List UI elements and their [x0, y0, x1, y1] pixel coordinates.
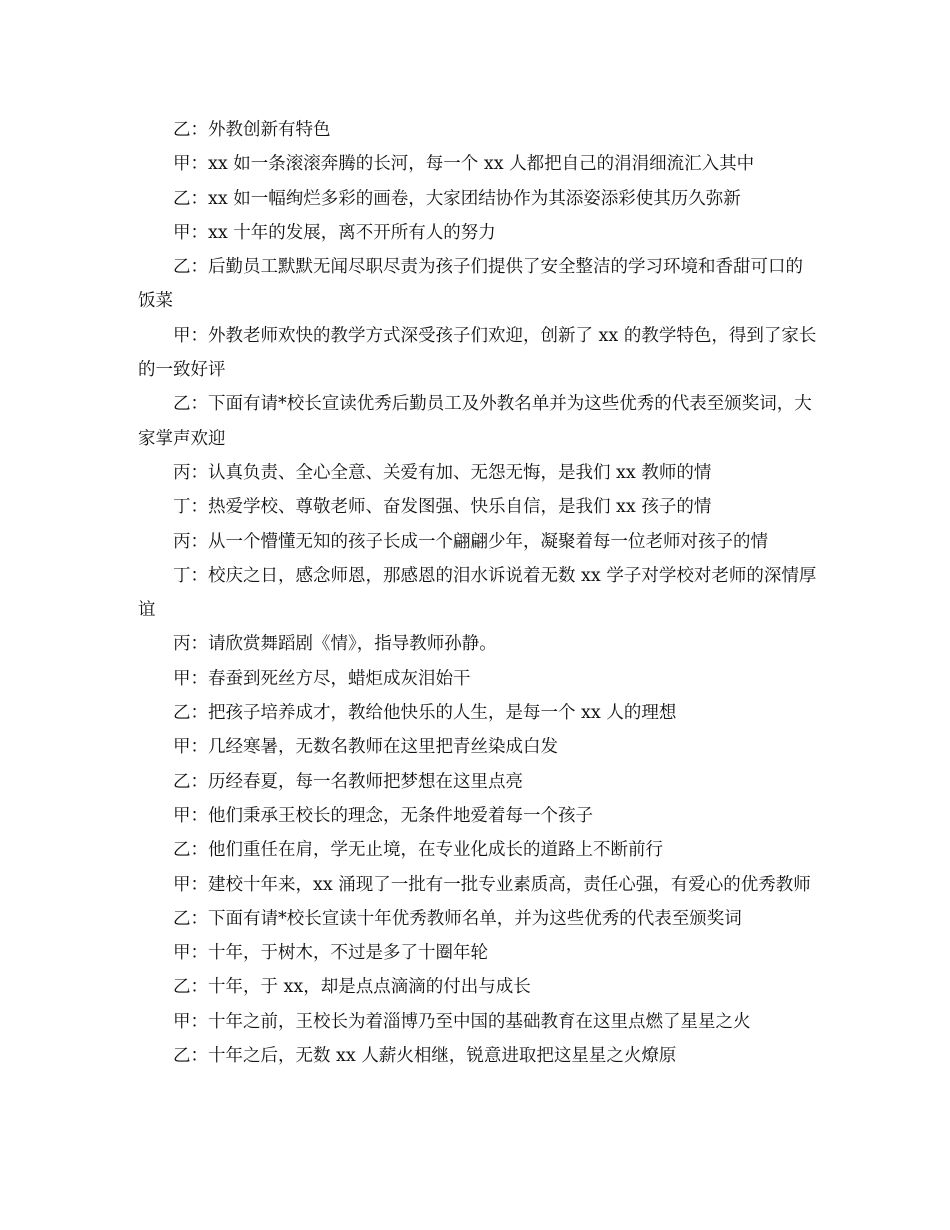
paragraph: 甲：春蚕到死丝方尽，蜡炬成灰泪始干 [173, 668, 471, 689]
paragraph: 甲：建校十年来，xx 涌现了一批有一批专业素质高，责任心强，有爱心的优秀教师 [173, 874, 811, 895]
paragraph: 乙：历经春夏，每一名教师把梦想在这里点亮 [173, 771, 523, 792]
paragraph: 乙：外教创新有特色 [173, 120, 331, 140]
paragraph: 乙：xx 如一幅绚烂多彩的画卷，大家团结协作为其添姿添彩使其历久弥新 [173, 188, 741, 209]
paragraph: 甲：十年之前，王校长为着淄博乃至中国的基础教育在这里点燃了星星之火 [173, 1011, 751, 1032]
paragraph: 甲：十年，于树木，不过是多了十圈年轮 [173, 943, 488, 964]
paragraph: 乙：他们重任在肩，学无止境，在专业化成长的道路上不断前行 [173, 840, 663, 861]
paragraph: 丙：请欣赏舞蹈剧《情》，指导教师孙静。 [173, 634, 497, 655]
paragraph: 甲：xx 如一条滚滚奔腾的长河，每一个 xx 人都把自己的涓涓细流汇入其中 [173, 154, 755, 175]
paragraph: 乙：下面有请*校长宣读优秀后勤员工及外教名单并为这些优秀的代表至颁奖词，大家掌声欢迎 [138, 394, 812, 449]
paragraph: 乙：后勤员工默默无闻尽职尽责为孩子们提供了安全整洁的学习环境和香甜可口的饭菜 [138, 257, 803, 312]
paragraph: 乙：把孩子培养成才，教给他快乐的人生，是每一个 xx 人的理想 [173, 703, 677, 724]
paragraph: 甲：他们秉承王校长的理念，无条件地爱着每一个孩子 [173, 805, 593, 826]
paragraph: 丙：从一个懵懂无知的孩子长成一个翩翩少年，凝聚着每一位老师对孩子的情 [173, 531, 768, 552]
paragraph: 乙：十年，于 xx，却是点点滴滴的付出与成长 [173, 977, 531, 998]
paragraph: 丙：认真负责、全心全意、关爱有加、无怨无悔，是我们 xx 教师的情 [173, 462, 712, 483]
paragraph: 乙：十年之后，无数 xx 人薪火相继，锐意进取把这星星之火燎原 [173, 1046, 677, 1067]
paragraph: 甲：外教老师欢快的教学方式深受孩子们欢迎，创新了 xx 的教学特色，得到了家长的一致好评 [138, 325, 817, 381]
paragraph: 丁：热爱学校、尊敬老师、奋发图强、快乐自信，是我们 xx 孩子的情 [173, 497, 712, 518]
paragraph: 甲：几经寒暑，无数名教师在这里把青丝染成白发 [173, 737, 558, 758]
paragraph: 乙：下面有请*校长宣读十年优秀教师名单，并为这些优秀的代表至颁奖词 [173, 908, 742, 929]
paragraph: 丁：校庆之日，感念师恩，那感恩的泪水诉说着无数 xx 学子对学校对老师的深情厚谊 [138, 565, 817, 621]
paragraph: 甲：xx 十年的发展，离不开所有人的努力 [173, 222, 496, 243]
document-body [138, 113, 818, 1073]
